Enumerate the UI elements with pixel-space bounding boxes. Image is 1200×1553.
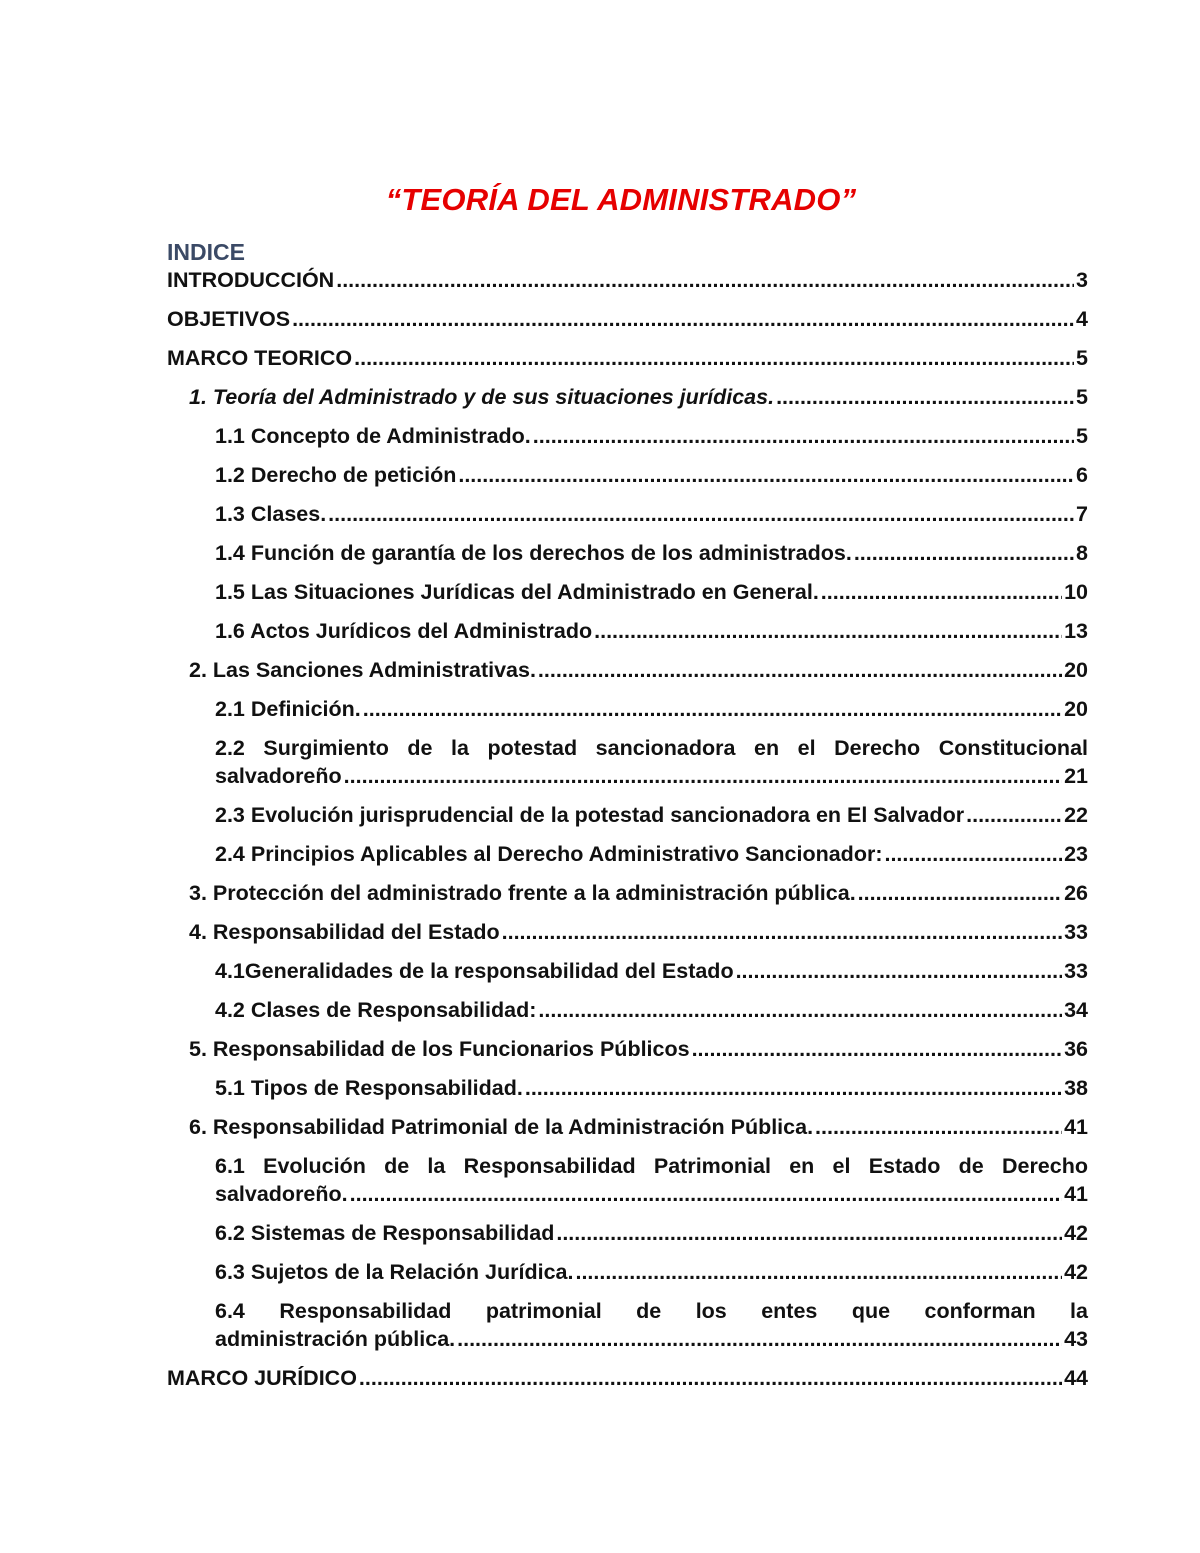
toc-entry-label: 1.6 Actos Jurídicos del Administrado [215, 619, 593, 643]
toc-page-number: 13 [1064, 619, 1088, 643]
toc-entry-section-6[interactable] [189, 1113, 1088, 1141]
toc-entry-label: 5. Responsabilidad de los Funcionarios Públicos [189, 1037, 690, 1061]
toc-dot-leader [538, 996, 1062, 1024]
toc-page-number: 20 [1064, 697, 1088, 721]
toc-page-number: 44 [1064, 1366, 1088, 1390]
toc-entry-label: INTRODUCCIÓN [167, 268, 335, 292]
toc-entry-section-4[interactable] [189, 918, 1088, 946]
toc-page-number: 7 [1076, 502, 1088, 526]
toc-entry-label-line1: 6.1 Evolución de la Responsabilidad Patrimonial en el Estado de Derecho [215, 1154, 1088, 1178]
toc-dot-leader [533, 422, 1074, 450]
toc-entry-label: MARCO JURÍDICO [167, 1366, 357, 1390]
toc-page-number: 5 [1076, 385, 1088, 409]
toc-dot-leader [556, 1219, 1062, 1247]
toc-entry-label: 1.5 Las Situaciones Jurídicas del Administrado en General. [215, 580, 819, 604]
toc-entry-section-2-4[interactable] [215, 840, 1088, 868]
toc-page-number: 5 [1076, 346, 1088, 370]
toc-entry-section-6-1[interactable] [215, 1152, 1088, 1208]
toc-entry-label: 4.1Generalidades de la responsabilidad del Estado [215, 959, 734, 983]
toc-entry-label-line2: salvadoreño. [215, 1182, 348, 1206]
toc-entry-label-line2: salvadoreño [215, 764, 342, 788]
toc-entry-section-1-6[interactable] [215, 617, 1088, 645]
toc-entry-label: 4. Responsabilidad del Estado [189, 920, 500, 944]
toc-entry-section-5-1[interactable] [215, 1074, 1088, 1102]
toc-entry-label: 4.2 Clases de Responsabilidad: [215, 998, 537, 1022]
toc-page-number: 34 [1064, 998, 1088, 1022]
toc-entry-label-line1: 2.2 Surgimiento de la potestad sancionadora en el Derecho Constitucional [215, 736, 1088, 760]
toc-entry-section-4-1[interactable] [215, 957, 1088, 985]
table-of-contents [167, 266, 1088, 1403]
toc-entry-label: 2. Las Sanciones Administrativas. [189, 658, 536, 682]
toc-entry-wrap-line [215, 1180, 1088, 1208]
toc-dot-leader [502, 918, 1062, 946]
toc-entry-label: 1.1 Concepto de Administrado. [215, 424, 531, 448]
toc-page-number: 33 [1064, 959, 1088, 983]
toc-entry-section-6-4[interactable] [215, 1297, 1088, 1353]
toc-entry-marco-juridico[interactable] [167, 1364, 1088, 1392]
toc-entry-section-2-1[interactable] [215, 695, 1088, 723]
toc-entry-section-6-3[interactable] [215, 1258, 1088, 1286]
toc-entry-section-5[interactable] [189, 1035, 1088, 1063]
toc-entry-label: 2.1 Definición. [215, 697, 361, 721]
toc-entry-marco-teorico[interactable] [167, 344, 1088, 372]
toc-entry-objetivos[interactable] [167, 305, 1088, 333]
toc-dot-leader [776, 383, 1074, 411]
toc-dot-leader [328, 500, 1074, 528]
toc-entry-label: MARCO TEORICO [167, 346, 353, 370]
toc-dot-leader [344, 762, 1062, 790]
toc-dot-leader [458, 461, 1074, 489]
toc-page-number: 43 [1064, 1327, 1088, 1351]
toc-entry-section-3[interactable] [189, 879, 1088, 907]
toc-dot-leader [966, 801, 1062, 829]
toc-entry-section-1-4[interactable] [215, 539, 1088, 567]
toc-dot-leader [538, 656, 1062, 684]
toc-entry-label: 6. Responsabilidad Patrimonial de la Administración Pública. [189, 1115, 814, 1139]
toc-entry-label: 2.4 Principios Aplicables al Derecho Administrativo Sancionador: [215, 842, 883, 866]
toc-dot-leader [858, 879, 1062, 907]
toc-dot-leader [821, 578, 1062, 606]
toc-dot-leader [336, 266, 1074, 294]
toc-dot-leader [525, 1074, 1062, 1102]
toc-entry-label: 1.2 Derecho de petición [215, 463, 457, 487]
toc-entry-label: 5.1 Tipos de Responsabilidad. [215, 1076, 523, 1100]
toc-page-number: 8 [1076, 541, 1088, 565]
toc-entry-label: OBJETIVOS [167, 307, 291, 331]
toc-entry-section-1-5[interactable] [215, 578, 1088, 606]
toc-entry-section-6-2[interactable] [215, 1219, 1088, 1247]
toc-page-number: 6 [1076, 463, 1088, 487]
toc-page-number: 10 [1064, 580, 1088, 604]
toc-page-number: 22 [1064, 803, 1088, 827]
toc-page-number: 23 [1064, 842, 1088, 866]
toc-page-number: 3 [1076, 268, 1088, 292]
toc-page-number: 42 [1064, 1260, 1088, 1284]
toc-entry-label: 1.3 Clases. [215, 502, 327, 526]
toc-page-number: 21 [1064, 764, 1088, 788]
toc-dot-leader [359, 1364, 1062, 1392]
toc-entry-label: 6.2 Sistemas de Responsabilidad [215, 1221, 555, 1245]
toc-dot-leader [363, 695, 1062, 723]
toc-entry-section-1-2[interactable] [215, 461, 1088, 489]
toc-entry-wrap-line [215, 762, 1088, 790]
toc-entry-section-1-1[interactable] [215, 422, 1088, 450]
toc-page-number: 20 [1064, 658, 1088, 682]
toc-dot-leader [575, 1258, 1062, 1286]
toc-dot-leader [815, 1113, 1062, 1141]
toc-entry-label: 1.4 Función de garantía de los derechos de los administrados. [215, 541, 852, 565]
toc-entry-label: 2.3 Evolución jurisprudencial de la potestad sancionadora en El Salvador [215, 803, 965, 827]
toc-dot-leader [692, 1035, 1063, 1063]
document-title: “TEORÍA DEL ADMINISTRADO” [385, 182, 857, 217]
toc-entry-introduccion[interactable] [167, 266, 1088, 294]
toc-page-number: 33 [1064, 920, 1088, 944]
toc-page-number: 38 [1064, 1076, 1088, 1100]
toc-dot-leader [292, 305, 1074, 333]
toc-dot-leader [350, 1180, 1062, 1208]
toc-entry-label-line2: administración pública. [215, 1327, 456, 1351]
toc-dot-leader [354, 344, 1074, 372]
toc-entry-label: 1. Teoría del Administrado y de sus situaciones jurídicas. [189, 385, 775, 409]
toc-entry-wrap-line [215, 1325, 1088, 1353]
index-heading: INDICE [167, 239, 245, 265]
toc-dot-leader [736, 957, 1063, 985]
toc-entry-section-4-2[interactable] [215, 996, 1088, 1024]
toc-page-number: 5 [1076, 424, 1088, 448]
toc-entry-label-line1: 6.4 Responsabilidad patrimonial de los entes que conforman la [215, 1299, 1088, 1323]
toc-entry-section-1[interactable] [189, 383, 1088, 411]
toc-page-number: 36 [1064, 1037, 1088, 1061]
toc-entry-section-2-2[interactable] [215, 734, 1088, 790]
toc-dot-leader [594, 617, 1062, 645]
toc-entry-label: 3. Protección del administrado frente a la administración pública. [189, 881, 856, 905]
toc-page-number: 42 [1064, 1221, 1088, 1245]
toc-page-number: 26 [1064, 881, 1088, 905]
toc-page-number: 4 [1076, 307, 1088, 331]
toc-page-number: 41 [1064, 1115, 1088, 1139]
toc-entry-section-2[interactable] [189, 656, 1088, 684]
toc-entry-section-1-3[interactable] [215, 500, 1088, 528]
toc-dot-leader [854, 539, 1074, 567]
toc-entry-section-2-3[interactable] [215, 801, 1088, 829]
toc-page-number: 41 [1064, 1182, 1088, 1206]
toc-dot-leader [457, 1325, 1062, 1353]
toc-dot-leader [884, 840, 1062, 868]
toc-entry-label: 6.3 Sujetos de la Relación Jurídica. [215, 1260, 574, 1284]
